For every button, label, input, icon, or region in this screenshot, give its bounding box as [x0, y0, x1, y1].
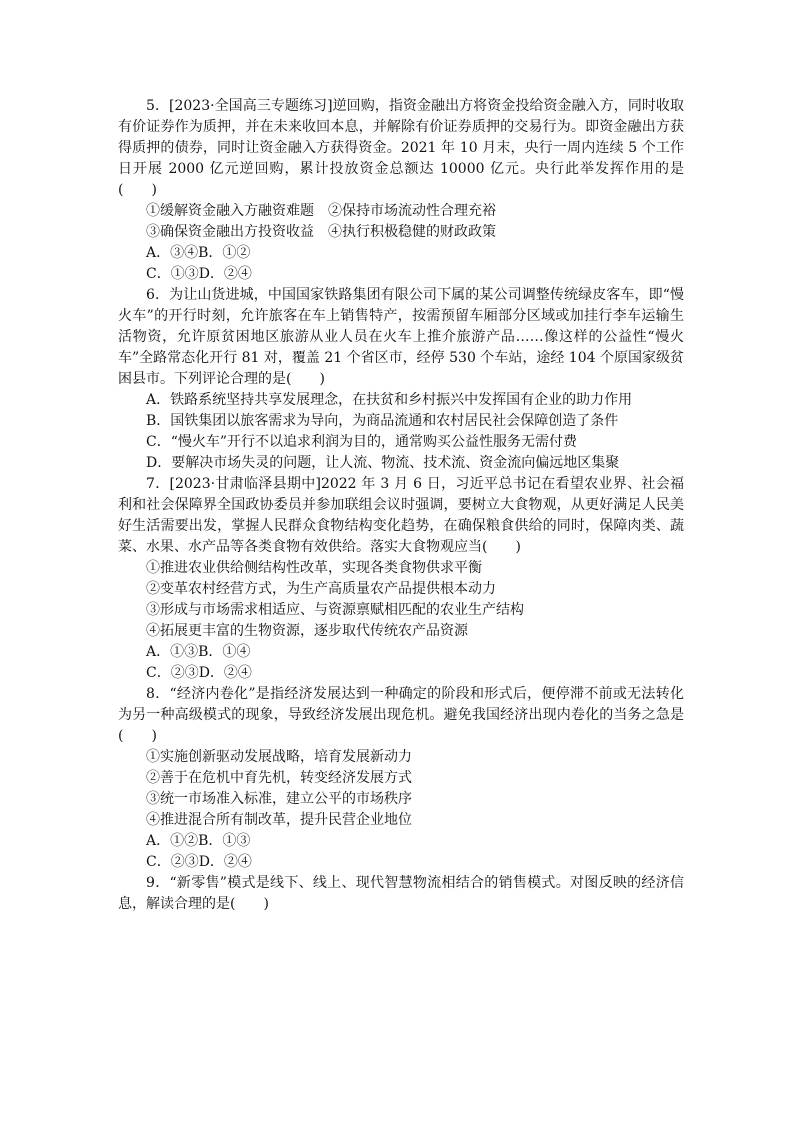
question-8-line-1: ①实施创新驱动发展战略，培育发展新动力: [146, 749, 412, 765]
question-6-line-4: D．要解决市场失灵的问题，让人流、物流、技术流、资金流向偏远地区集聚: [146, 455, 620, 471]
question-5-line-2: ③确保资金融出方投资收益 ④执行积极稳健的财政政策: [146, 224, 496, 240]
question-9: [118, 873, 684, 915]
question-7-line-4: ④拓展更丰富的生物资源，逐步取代传统农产品资源: [146, 623, 468, 639]
question-6-stem: 6．为让山货进城，中国国家铁路集团有限公司下属的某公司调整传统绿皮客车，即“慢火车”的开行时刻，允许旅客在车上销售特产，按需预留车厢部分区域或加挂行李车运输生活物资，允许原贫困地区旅游从业人员在火车上推介旅游产品……像这样的公益性“慢火车”全路常态化开行 81 对，覆盖 21 个省区市，经停 530 个车站，途经 104 个原国家级贫困县市。下列评论合理的是( ): [118, 287, 684, 387]
question-7-line-6: C．②③D．②④: [146, 665, 252, 681]
question-6: [118, 285, 684, 474]
question-8-stem: 8．“经济内卷化”是指经济发展达到一种确定的阶段和形式后，便停滞不前或无法转化为另一种高级模式的现象，导致经济发展出现危机。避免我国经济出现内卷化的当务之急是( ): [118, 686, 684, 744]
question-8-line-2: ②善于在危机中育先机，转变经济发展方式: [146, 770, 412, 786]
question-5-stem: 5．[2023·全国高三专题练习]逆回购，指资金融出方将资金投给资金融入方，同时收取有价证券作为质押，并在未来收回本息，并解除有价证券质押的交易行为。即资金融出方获得质押的债券，同时让资金融入方获得资金。2021 年 10 月末，央行一周内连续 5 个工作日开展 2000 亿元逆回购，累计投放资金总额达 10000 亿元。央行此举发挥作用的是( ): [118, 98, 684, 198]
question-9-stem: 9．“新零售”模式是线下、线上、现代智慧物流相结合的销售模式。对图反映的经济信息，解读合理的是( ): [118, 875, 684, 912]
question-5-line-1: ①缓解资金融入方融资难题 ②保持市场流动性合理充裕: [146, 203, 496, 219]
question-6-line-2: B．国铁集团以旅客需求为导向，为商品流通和农村居民社会保障创造了条件: [146, 413, 619, 429]
question-8-line-5: A．①②B．①③: [146, 833, 251, 849]
question-5-line-4: C．①③D．②④: [146, 266, 252, 282]
question-7-line-1: ①推进农业供给侧结构性改革，实现各类食物供求平衡: [146, 560, 482, 576]
question-5: [118, 96, 684, 285]
question-5-line-3: A．③④B．①②: [146, 245, 251, 261]
question-6-line-1: A．铁路系统坚持共享发展理念，在扶贫和乡村振兴中发挥国有企业的助力作用: [146, 392, 633, 408]
question-6-line-3: C．“慢火车”开行不以追求利润为目的，通常购买公益性服务无需付费: [146, 434, 578, 450]
question-8-line-3: ③统一市场准入标准，建立公平的市场秩序: [146, 791, 412, 807]
question-8: [118, 684, 684, 873]
question-7: [118, 474, 684, 684]
question-8-line-6: C．②③D．②④: [146, 854, 252, 870]
question-7-stem: 7．[2023·甘肃临泽县期中]2022 年 3 月 6 日，习近平总书记在看望农业界、社会福利和社会保障界全国政协委员并参加联组会议时强调，要树立大食物观，从更好满足人民美好生活需要出发，掌握人民群众食物结构变化趋势，在确保粮食供给的同时，保障肉类、蔬菜、水果、水产品等各类食物有效供给。落实大食物观应当( ): [118, 476, 684, 555]
question-7-line-3: ③形成与市场需求相适应、与资源禀赋相匹配的农业生产结构: [146, 602, 524, 618]
document-page: [118, 96, 684, 915]
question-8-line-4: ④推进混合所有制改革，提升民营企业地位: [146, 812, 412, 828]
question-7-line-2: ②变革农村经营方式，为生产高质量农产品提供根本动力: [146, 581, 496, 597]
question-7-line-5: A．①③B．①④: [146, 644, 251, 660]
